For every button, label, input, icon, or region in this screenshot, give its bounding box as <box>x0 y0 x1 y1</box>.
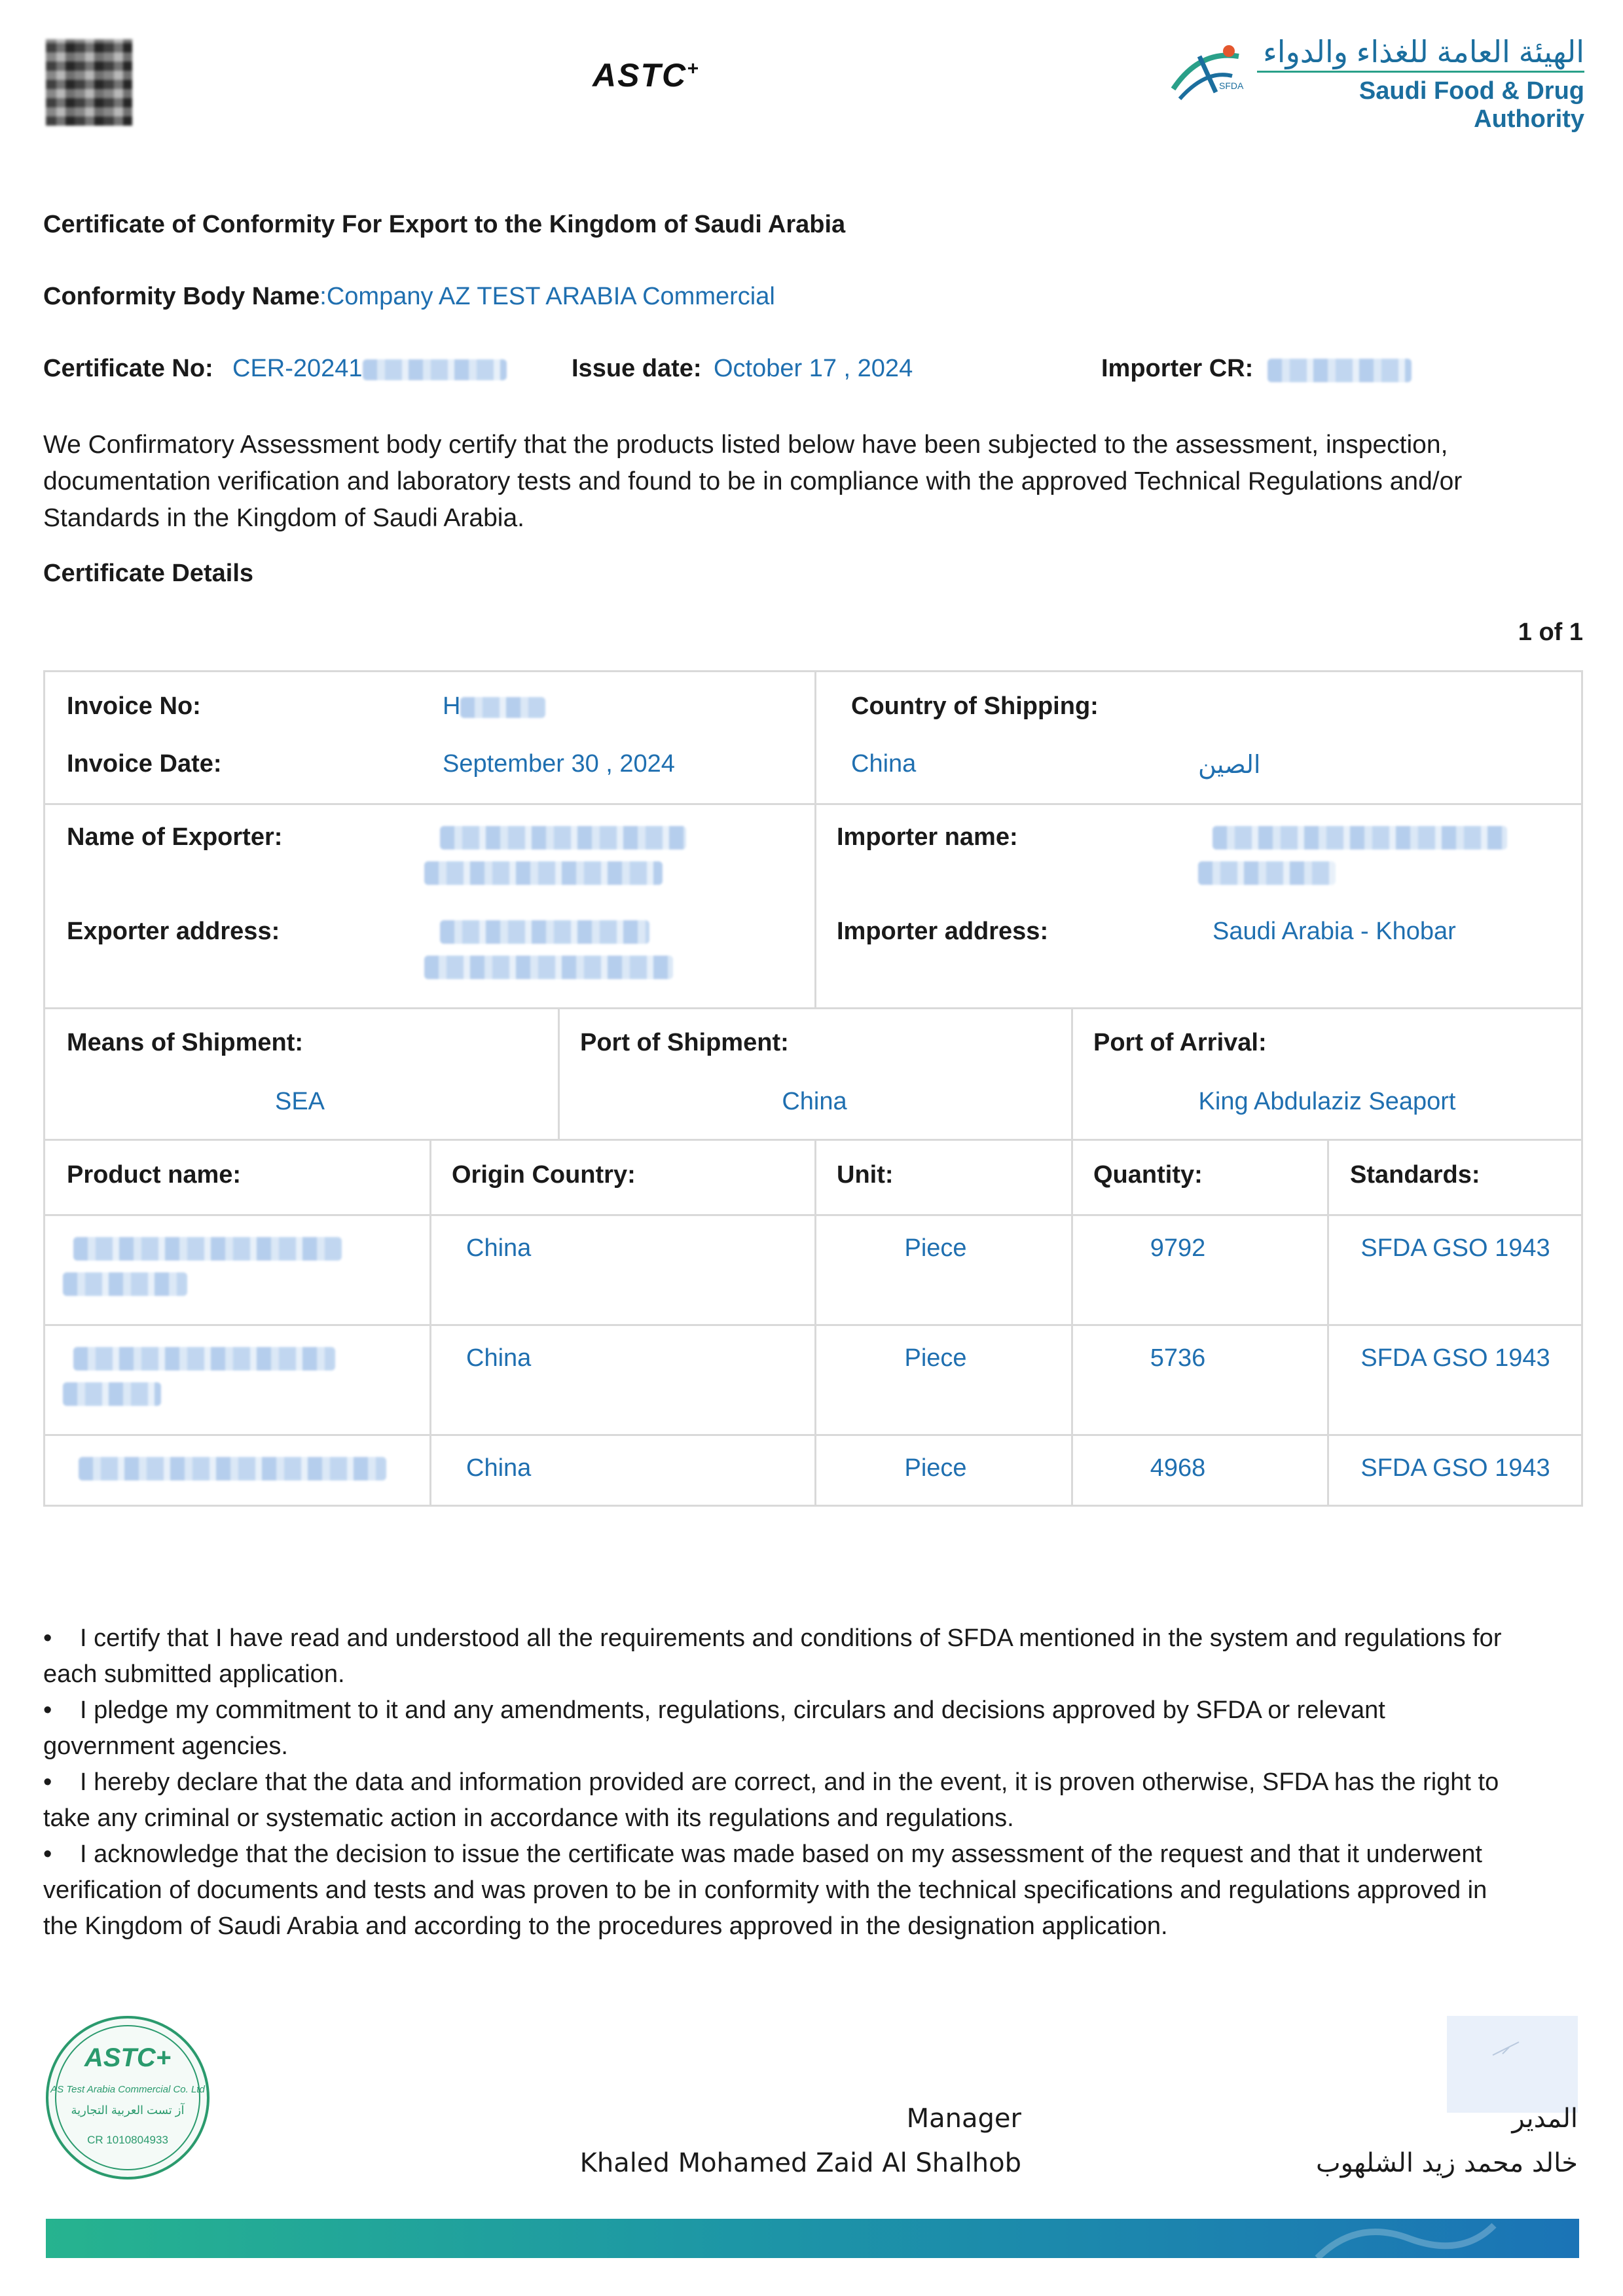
table-divider <box>45 1007 1581 1009</box>
declaration-item <box>43 1621 1588 1693</box>
table-divider <box>814 672 816 1007</box>
sfda-emblem-text: SFDA <box>1219 81 1244 91</box>
declaration-text: I pledge my commitment to it and any amendments, regulations, circulars and decisions approved by SFDA or relevant <box>80 1696 1385 1724</box>
sfda-name-arabic: الهيئة العامة للغذاء والدواء <box>1263 35 1584 69</box>
means-of-shipment-value: SEA <box>274 1088 325 1115</box>
country-of-shipping-label: Country of Shipping: <box>851 692 1099 720</box>
signatory-name-english: Khaled Mohamed Zaid Al Shalhob <box>579 2148 1021 2178</box>
product-name-redacted <box>73 1237 342 1261</box>
product-unit: Piece <box>904 1454 967 1482</box>
invoice-no-redacted <box>460 697 545 718</box>
declaration-text: I acknowledge that the decision to issue the certificate was made based on my assessment of the request and that it underwent <box>80 1840 1482 1868</box>
product-quantity: 4968 <box>1150 1454 1206 1482</box>
product-unit: Piece <box>904 1234 967 1262</box>
declaration-item <box>43 1837 1588 1945</box>
issue-date-value: October 17 , 2024 <box>714 355 913 382</box>
stamp-logo: ASTC+ <box>84 2043 172 2072</box>
declaration-text: each submitted application. <box>43 1660 345 1688</box>
importer-name-label: Importer name: <box>837 823 1018 851</box>
column-header-quantity: Quantity: <box>1093 1161 1203 1189</box>
invoice-no-value <box>443 692 545 721</box>
column-header-standards: Standards: <box>1350 1161 1480 1189</box>
port-of-arrival-value: King Abdulaziz Seaport <box>1198 1088 1456 1115</box>
astc-logo <box>593 56 700 94</box>
country-of-shipping-arabic: الصين <box>1198 751 1261 779</box>
column-header-origin: Origin Country: <box>452 1161 636 1189</box>
country-of-shipping-value: China <box>851 750 917 778</box>
certificate-no-redacted <box>363 359 507 380</box>
declaration-text: I hereby declare that the data and information provided are correct, and in the event, it is proven otherwise, SFDA has the right to <box>80 1768 1499 1796</box>
column-header-unit: Unit: <box>837 1161 894 1189</box>
table-divider <box>558 1007 560 1139</box>
footer-wave-icon <box>1304 2219 1501 2258</box>
astc-logo-text: ASTC <box>593 57 687 94</box>
conformity-body-label: Conformity Body Name <box>43 283 320 310</box>
sfda-emblem-icon <box>1167 37 1252 109</box>
port-of-shipment-value: China <box>782 1088 847 1115</box>
page-counter: 1 of 1 <box>1518 619 1583 646</box>
invoice-no-text: H <box>443 692 461 720</box>
product-quantity: 9792 <box>1150 1234 1206 1262</box>
declaration-item <box>43 1765 1588 1837</box>
table-divider <box>814 1139 816 1505</box>
invoice-no-label: Invoice No: <box>67 692 201 720</box>
declarations-list <box>43 1621 1588 1945</box>
product-origin: China <box>466 1344 532 1372</box>
port-of-shipment-label: Port of Shipment: <box>580 1029 789 1056</box>
importer-name-redacted <box>1198 861 1336 885</box>
exporter-name-redacted <box>440 826 686 850</box>
table-divider <box>1327 1139 1329 1505</box>
table-divider <box>45 1139 1581 1141</box>
importer-name-redacted <box>1213 826 1507 850</box>
page-title: Certificate of Conformity For Export to the Kingdom of Saudi Arabia <box>43 211 846 238</box>
certificate-no-text: CER-20241 <box>232 355 363 382</box>
table-divider <box>45 803 1581 805</box>
product-name-redacted <box>63 1272 187 1296</box>
table-divider <box>1071 1007 1073 1139</box>
exporter-address-redacted <box>440 920 649 944</box>
table-divider <box>45 1434 1581 1436</box>
issue-date-label: Issue date: <box>572 355 702 382</box>
declaration-item <box>43 1693 1588 1765</box>
importer-cr-label: Importer CR: <box>1101 355 1254 382</box>
company-stamp <box>46 2016 210 2179</box>
invoice-date-value: September 30 , 2024 <box>443 750 675 778</box>
invoice-date-label: Invoice Date: <box>67 750 222 778</box>
sfda-divider <box>1257 71 1584 73</box>
qr-code <box>46 39 132 126</box>
table-divider <box>45 1324 1581 1326</box>
signatory-title-arabic: المدير <box>1512 2104 1578 2134</box>
exporter-name-label: Name of Exporter: <box>67 823 283 851</box>
importer-address-value: Saudi Arabia - Khobar <box>1213 918 1456 945</box>
table-divider <box>429 1139 431 1505</box>
product-unit: Piece <box>904 1344 967 1372</box>
certificate-no-label: Certificate No: <box>43 355 213 382</box>
exporter-address-redacted <box>424 956 673 979</box>
product-origin: China <box>466 1234 532 1262</box>
signature-image <box>1447 2016 1578 2113</box>
exporter-address-label: Exporter address: <box>67 918 280 945</box>
details-heading: Certificate Details <box>43 560 254 587</box>
sfda-name-english: Saudi Food & Drug Authority <box>1359 77 1584 133</box>
footer-bar <box>46 2219 1579 2258</box>
table-divider <box>45 1214 1581 1216</box>
port-of-arrival-label: Port of Arrival: <box>1093 1029 1267 1056</box>
signature-scribble-icon <box>1447 2016 1578 2113</box>
statement-line: documentation verification and laboratory tests and found to be in compliance with the approved Technical Regulations and/or <box>43 467 1463 495</box>
product-standard: SFDA GSO 1943 <box>1360 1234 1550 1262</box>
declaration-text: government agencies. <box>43 1732 288 1760</box>
table-divider <box>1071 1139 1073 1505</box>
product-standard: SFDA GSO 1943 <box>1360 1344 1550 1372</box>
importer-address-label: Importer address: <box>837 918 1049 945</box>
stamp-cr: CR 1010804933 <box>87 2134 168 2146</box>
product-quantity: 5736 <box>1150 1344 1206 1372</box>
product-name-redacted <box>73 1347 335 1371</box>
signatory-name-arabic: خالد محمد زيد الشلهوب <box>1315 2148 1578 2178</box>
means-of-shipment-label: Means of Shipment: <box>67 1029 304 1056</box>
product-origin: China <box>466 1454 532 1482</box>
column-header-product: Product name: <box>67 1161 242 1189</box>
statement-line: We Confirmatory Assessment body certify that the products listed below have been subjected to the assessment, inspection, <box>43 431 1448 459</box>
product-name-redacted <box>79 1457 386 1480</box>
certificate-no-value <box>232 355 507 383</box>
stamp-name-arabic: آز تست العربية التجارية <box>71 2104 185 2117</box>
stamp-name-english: AS Test Arabia Commercial Co. Ltd <box>50 2084 205 2095</box>
declaration-text: verification of documents and tests and was proven to be in conformity with the technical specifications and regulations approved in <box>43 1876 1487 1904</box>
astc-logo-plus: + <box>687 58 700 80</box>
signatory-title-english: Manager <box>906 2104 1021 2134</box>
certification-statement <box>43 427 1582 537</box>
product-standard: SFDA GSO 1943 <box>1360 1454 1550 1482</box>
product-name-redacted <box>63 1382 161 1406</box>
declaration-text: the Kingdom of Saudi Arabia and according to the procedures approved in the designation application. <box>43 1912 1168 1940</box>
conformity-body <box>43 283 775 311</box>
exporter-name-redacted <box>424 861 663 885</box>
declaration-text: take any criminal or systematic action in accordance with its regulations and regulations. <box>43 1804 1014 1832</box>
conformity-body-value: :Company AZ TEST ARABIA Commercial <box>319 283 775 310</box>
importer-cr-redacted <box>1267 359 1412 382</box>
statement-line: Standards in the Kingdom of Saudi Arabia. <box>43 504 524 532</box>
declaration-text: I certify that I have read and understood all the requirements and conditions of SFDA mentioned in the system and regulations for <box>80 1624 1502 1652</box>
